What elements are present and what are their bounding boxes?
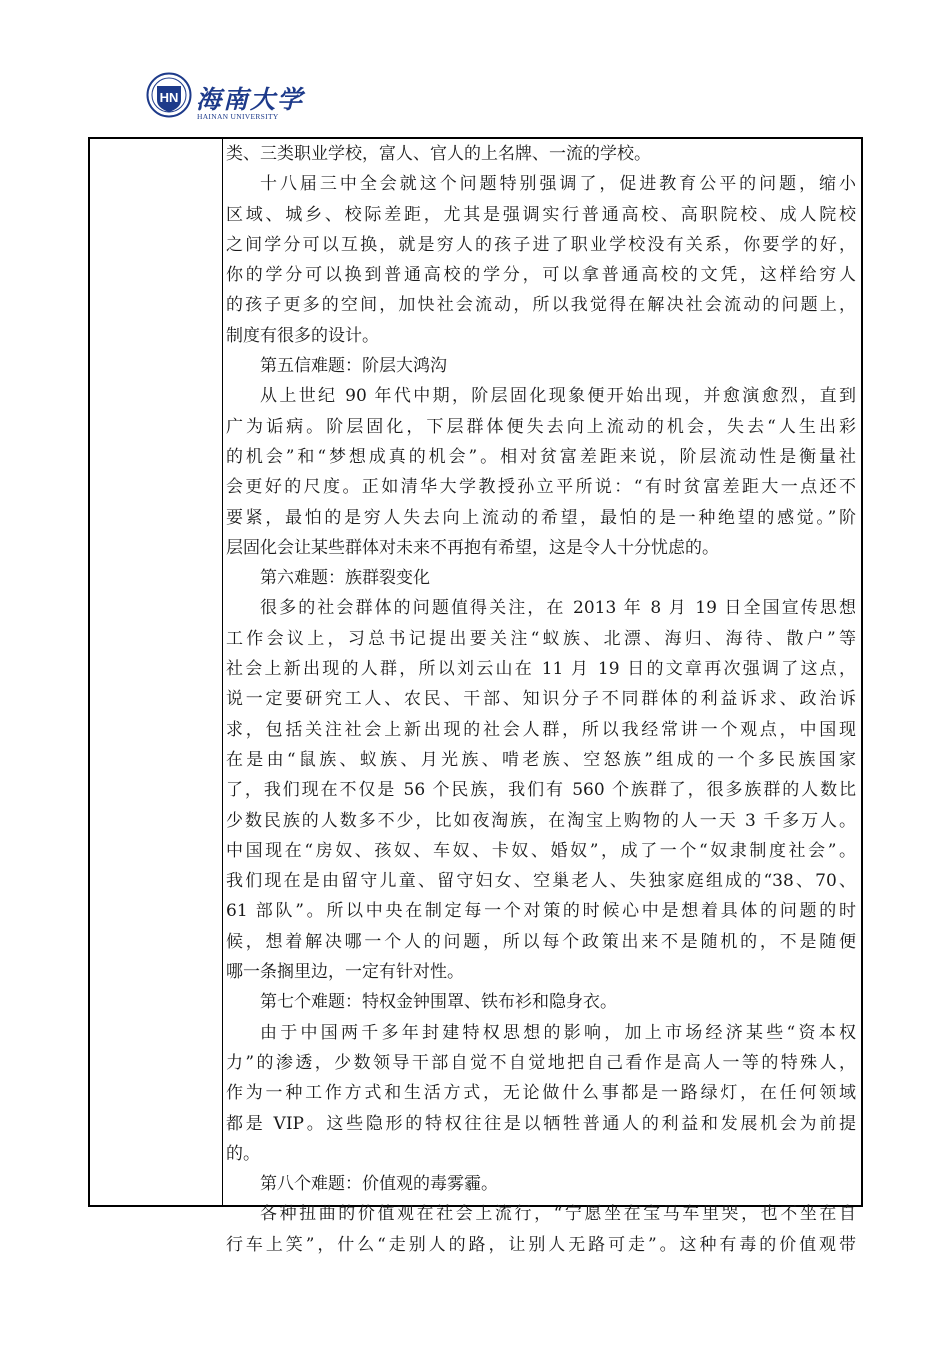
body-text-line: 了，我们现在不仅是 56 个民族，我们有 560 个族群了，很多族群的人数比 (226, 780, 856, 801)
body-text-line: 类、三类职业学校，富人、官人的上名牌、一流的学校。 (226, 144, 651, 164)
body-text-line: 各种扭曲的价值观在社会上流行，“宁愿坐在宝马车里哭，也不坐在自 (260, 1204, 856, 1225)
body-text-line: 由于中国两千多年封建特权思想的影响，加上市场经济某些“资本权 (260, 1022, 856, 1043)
body-text-line: 之间学分可以互换，就是穷人的孩子进了职业学校没有关系，你要学的好， (226, 234, 856, 255)
body-text-line: 少数民族的人数多不少，比如夜淘族，在淘宝上购物的人一天 3 千多万人。 (226, 810, 856, 831)
body-text-line: 力”的渗透，少数领导干部自觉不自觉地把自己看作是高人一等的特殊人， (226, 1052, 856, 1073)
body-text-line: 从上世纪 90 年代中期，阶层固化现象便开始出现，并愈演愈烈，直到 (260, 386, 856, 407)
body-text-line: 十八届三中全会就这个问题特别强调了，促进教育公平的问题，缩小 (260, 174, 856, 195)
body-text-line: 的机会”和“梦想成真的机会”。相对贫富差距来说，阶层流动性是衡量社 (226, 446, 856, 467)
body-text-line: 第五信难题：阶层大鸿沟 (260, 356, 447, 377)
body-text-line: 要紧，最怕的是穷人失去向上流动的希望，最怕的是一种绝望的感觉。”阶 (226, 507, 856, 528)
body-text-line: 中国现在“房奴、孩奴、车奴、卡奴、婚奴”，成了一个“奴隶制度社会”。 (226, 840, 856, 861)
body-text-line: 61 部队”。所以中央在制定每一个对策的时候心中是想着具体的问题的时 (226, 901, 856, 922)
university-name-cn: 海南大学 (196, 85, 305, 114)
body-text-line: 第六难题：族群裂变化 (260, 568, 430, 589)
body-text-line: 工作会议上，习总书记提出要关注“蚁族、北漂、海归、海待、散户”等 (226, 628, 856, 649)
body-text-line: 会更好的尺度。正如清华大学教授孙立平所说：“有时贫富差距大一点还不 (226, 477, 856, 498)
body-text-line: 区域、城乡、校际差距，尤其是强调实行普通高校、高职院校、成人院校 (226, 204, 856, 225)
body-text-line: 哪一条搁里边，一定有针对性。 (226, 962, 464, 983)
body-text-line: 在是由“鼠族、蚁族、月光族、啃老族、空怒族”组成的一个多民族国家 (226, 749, 856, 770)
body-text-line: 第七个难题：特权金钟围罩、铁布衫和隐身衣。 (260, 992, 617, 1013)
document-table (88, 137, 863, 1255)
body-text-line: 候，想着解决哪一个人的问题，所以每个政策出来不是随机的，不是随便 (226, 931, 856, 952)
body-text-line: 的。 (226, 1143, 260, 1164)
body-text-line: 第八个难题：价值观的毒雾霾。 (260, 1174, 498, 1195)
body-text-line: 很多的社会群体的问题值得关注，在 2013 年 8 月 19 日全国宣传思想 (260, 598, 856, 619)
body-text-line: 求，包括关注社会上新出现的社会人群，所以我经常讲一个观点，中国现 (226, 719, 856, 740)
table-left-column (90, 139, 223, 1205)
body-text-line: 行车上笑”，什么“走别人的路，让别人无路可走”。这种有毒的价值观带 (226, 1234, 856, 1255)
body-text-line: 作为一种工作方式和生活方式，无论做什么事都是一路绿灯，在任何领域 (226, 1083, 856, 1104)
university-header (146, 72, 366, 128)
body-text-line: 广为诟病。阶层固化，下层群体便失去向上流动的机会，失去“人生出彩 (226, 416, 856, 437)
body-text-line: 说一定要研究工人、农民、干部、知识分子不同群体的利益诉求、政治诉 (226, 689, 856, 710)
body-text-line: 层固化会让某些群体对未来不再抱有希望，这是令人十分忧虑的。 (226, 537, 719, 558)
body-text-line: 制度有很多的设计。 (226, 325, 379, 346)
table-content-cell (226, 139, 856, 1260)
body-text-line: 我们现在是由留守儿童、留守妇女、空巢老人、失独家庭组成的“38、70、 (226, 871, 856, 892)
body-text-line: 社会上新出现的人群，所以刘云山在 11 月 19 日的文章再次强调了这点， (226, 659, 856, 680)
university-seal-icon (146, 72, 192, 118)
body-text-line: 都是 VIP。这些隐形的特权往往是以牺牲普通人的利益和发展机会为前提 (226, 1113, 856, 1134)
body-text-line: 你的学分可以换到普通高校的学分，可以拿普通高校的文凭，这样给穷人 (226, 265, 856, 286)
university-name-en: HAINAN UNIVERSITY (197, 112, 279, 121)
body-text-line: 的孩子更多的空间，加快社会流动，所以我觉得在解决社会流动的问题上， (226, 295, 856, 316)
seal-letters: HN (159, 90, 179, 105)
